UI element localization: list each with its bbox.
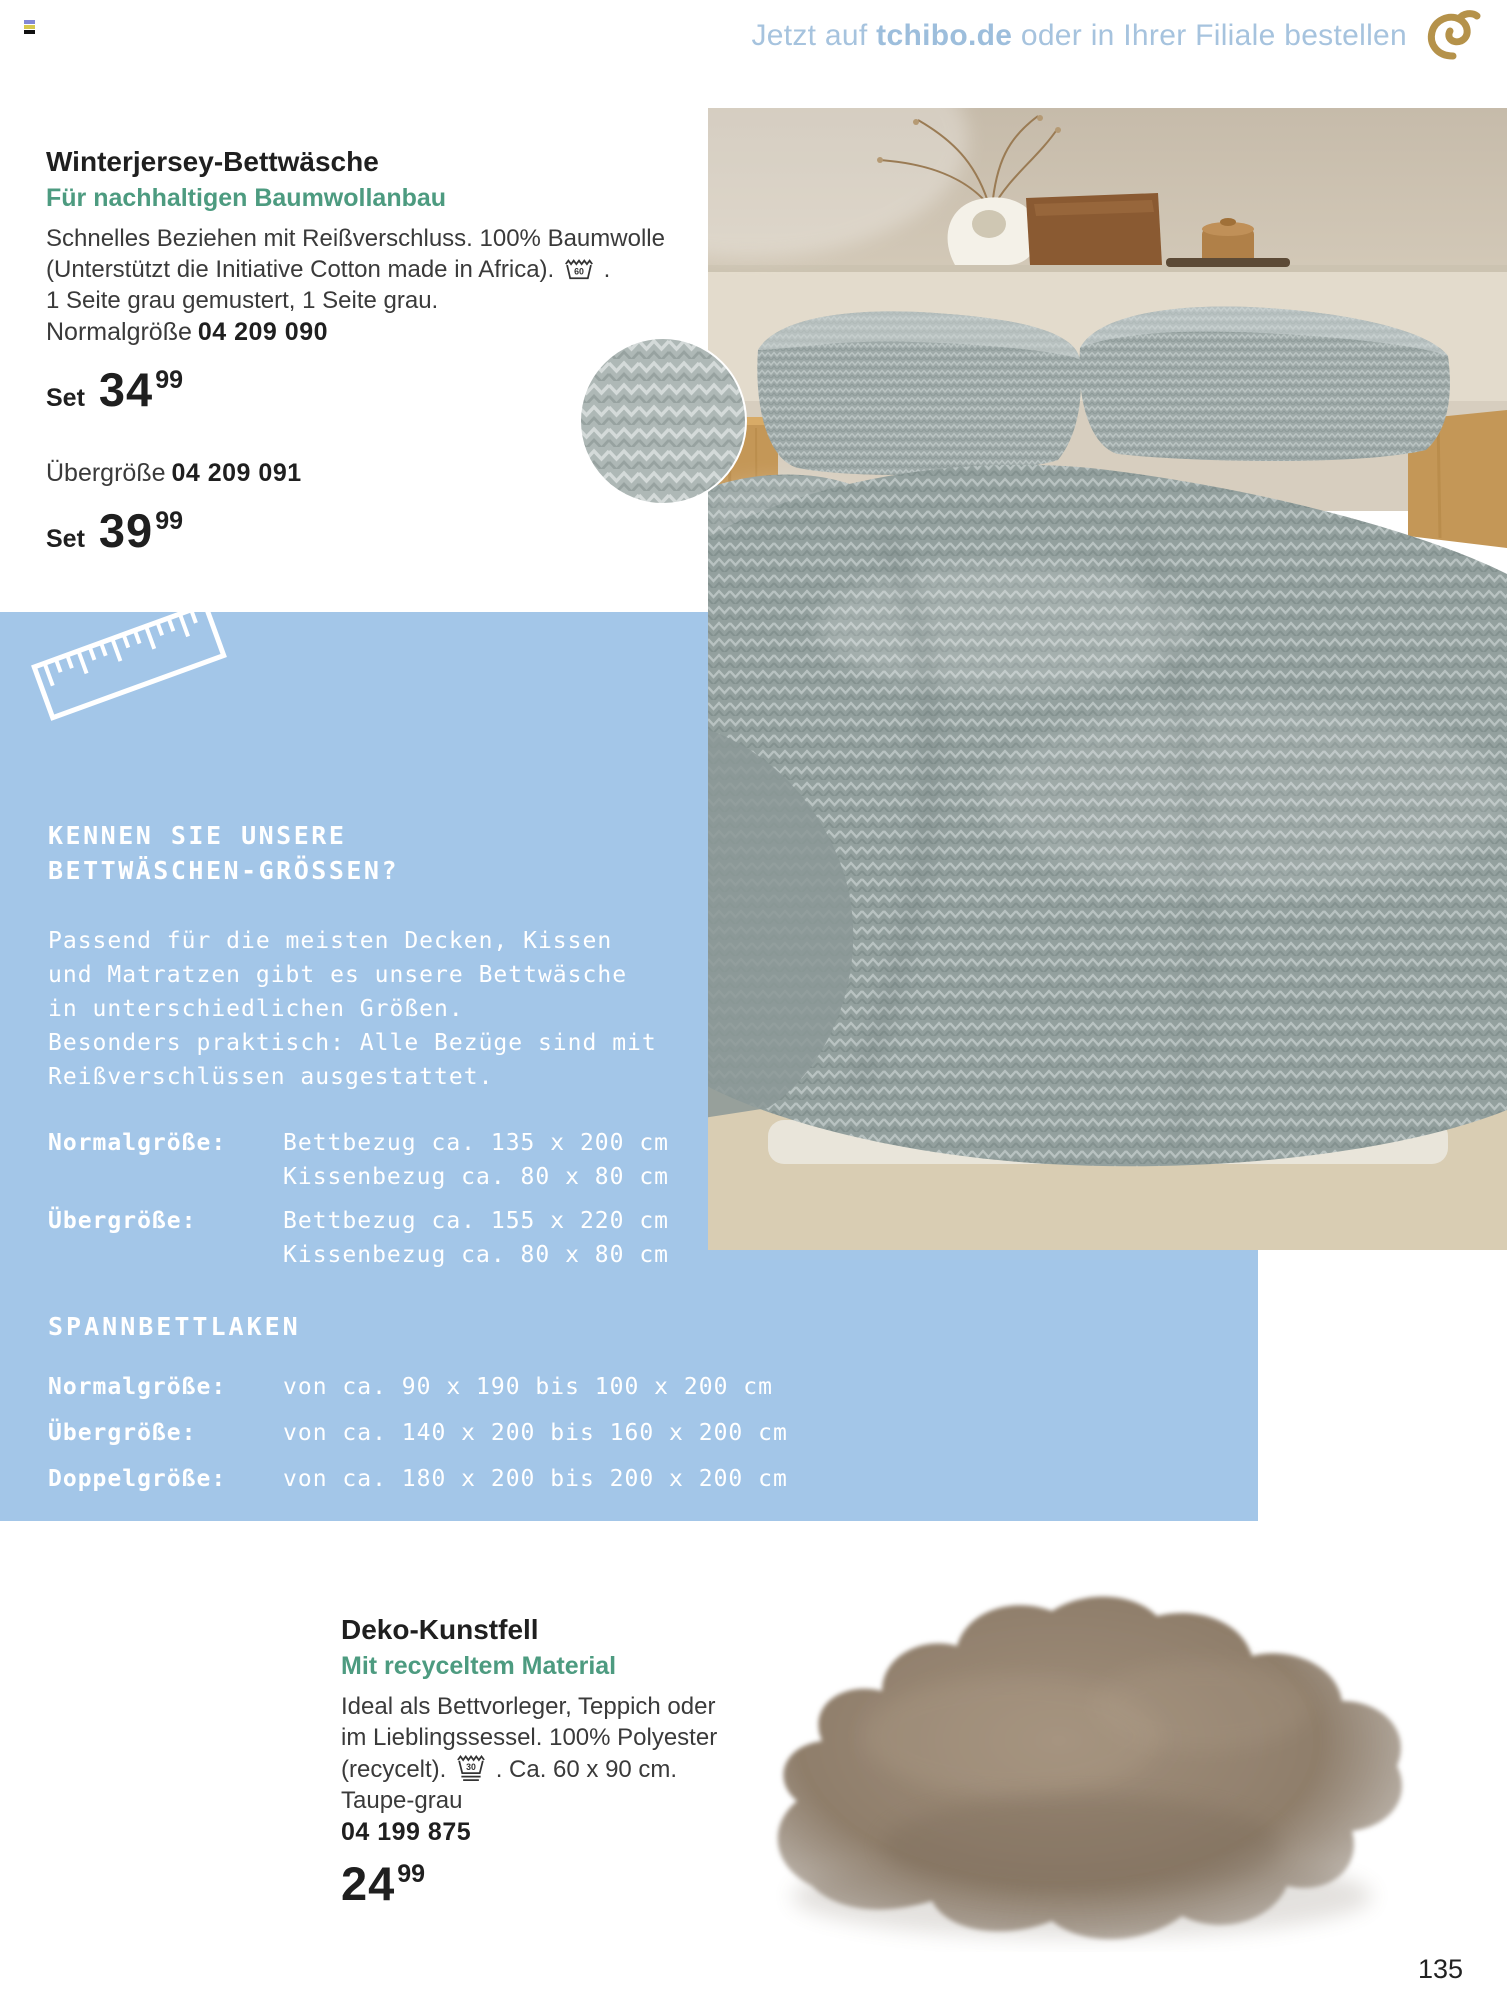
table-row — [48, 1370, 773, 1404]
tchibo-logo-icon — [1423, 10, 1481, 62]
wash-30-gentle-icon — [456, 1753, 486, 1781]
size-variant-label: Normalgröße — [46, 318, 192, 346]
faux-fur-rug-photo — [752, 1586, 1424, 1952]
product-subtitle: Mit recyceltem Material — [341, 1652, 617, 1680]
product-desc-line — [341, 1753, 821, 1785]
row-label: Übergröße: — [48, 1420, 197, 1446]
product-desc-line: Schnelles Beziehen mit Reißverschluss. 100% Baumwolle — [46, 225, 665, 252]
product-subtitle: Für nachhaltigen Baumwollanbau — [46, 184, 447, 212]
paragraph-line: Reißverschlüssen ausgestattet. — [48, 1064, 494, 1090]
row-value: von ca. 180 x 200 bis 200 x 200 cm — [283, 1466, 788, 1492]
table-row — [48, 1126, 670, 1190]
desc-text: . — [603, 256, 611, 283]
header — [751, 10, 1481, 62]
row-label: Doppelgröße: — [48, 1466, 227, 1492]
product-desc-line: Ideal als Bettvorleger, Teppich oder — [341, 1693, 716, 1720]
row-value: von ca. 90 x 190 bis 100 x 200 cm — [283, 1374, 773, 1400]
paragraph-line: in unterschiedlichen Größen. — [48, 996, 464, 1022]
article-number: 04 199 875 — [341, 1818, 472, 1846]
page-number: 135 — [1418, 1954, 1464, 1984]
spannbettlaken-heading: SPANNBETTLAKEN — [48, 1312, 301, 1341]
price-euros: 34 — [98, 363, 154, 416]
table-row — [48, 1416, 788, 1450]
header-text-post: oder in Ihrer Filiale bestellen — [1012, 19, 1407, 52]
paragraph-line: Passend für die meisten Decken, Kissen — [48, 928, 613, 954]
article-number-line — [341, 1816, 821, 1848]
row-value-line: Kissenbezug ca. 80 x 80 cm — [283, 1242, 670, 1268]
header-text-domain: tchibo.de — [876, 19, 1013, 52]
wash-60-icon — [564, 257, 594, 281]
row-value — [283, 1204, 669, 1272]
product-deko-kunstfell — [341, 1614, 821, 1911]
desc-text: (recycelt). — [341, 1756, 447, 1783]
product-title: Deko-Kunstfell — [341, 1614, 539, 1645]
price-cents: 99 — [397, 1860, 426, 1888]
desc-text: (Unterstützt die Initiative Cotton made in Africa). — [46, 256, 555, 283]
paragraph-line: Besonders praktisch: Alle Bezüge sind mit — [48, 1030, 657, 1056]
sizebox-heading-line: KENNEN SIE UNSERE — [48, 821, 347, 850]
product-desc-line — [46, 254, 686, 285]
row-value-line: Bettbezug ca. 135 x 200 cm — [283, 1130, 670, 1156]
row-label: Normalgröße: — [48, 1374, 227, 1400]
fabric-swatch-circle — [579, 337, 747, 505]
product-desc-line: im Lieblingssessel. 100% Polyester — [341, 1724, 718, 1751]
row-value: von ca. 140 x 200 bis 160 x 200 cm — [283, 1420, 788, 1446]
svg-text:60: 60 — [573, 266, 584, 277]
svg-text:30: 30 — [466, 1762, 476, 1773]
header-text-pre: Jetzt auf — [751, 19, 877, 52]
product-desc-line: Taupe-grau — [341, 1787, 463, 1814]
table-row — [48, 1204, 670, 1268]
price-label: Set — [46, 384, 85, 412]
sizebox-heading-line: BETTWÄSCHEN-GRÖSSEN? — [48, 856, 400, 885]
ruler-icon — [29, 595, 231, 726]
row-label: Übergröße: — [48, 1208, 197, 1234]
article-number: 04 209 091 — [171, 459, 302, 487]
product-title: Winterjersey-Bettwäsche — [46, 146, 379, 177]
price-cents: 99 — [155, 366, 183, 394]
price-cents: 99 — [155, 507, 183, 535]
price-label: Set — [46, 525, 85, 553]
price-euros: 24 — [341, 1857, 396, 1910]
header-text — [751, 19, 1407, 53]
price-euros: 39 — [98, 504, 154, 557]
product-desc-line: 1 Seite grau gemustert, 1 Seite grau. — [46, 287, 439, 314]
size-variant-label: Übergröße — [46, 459, 166, 487]
row-label: Normalgröße: — [48, 1130, 227, 1156]
price-kunstfell — [341, 1856, 821, 1911]
row-value-line: Kissenbezug ca. 80 x 80 cm — [283, 1164, 670, 1190]
paragraph-line: und Matratzen gibt es unsere Bettwäsche — [48, 962, 628, 988]
price-set-oversize — [46, 503, 686, 558]
article-number: 04 209 090 — [197, 318, 328, 346]
dark-tray — [1166, 258, 1290, 267]
table-row — [48, 1462, 788, 1496]
row-value — [283, 1126, 669, 1194]
print-color-mark — [24, 20, 35, 36]
sizebox-paragraph — [48, 924, 657, 1094]
desc-text: . Ca. 60 x 90 cm. — [495, 1756, 678, 1783]
row-value-line: Bettbezug ca. 155 x 220 cm — [283, 1208, 670, 1234]
bedroom-product-photo — [708, 108, 1507, 1250]
sizebox-heading — [48, 818, 399, 888]
